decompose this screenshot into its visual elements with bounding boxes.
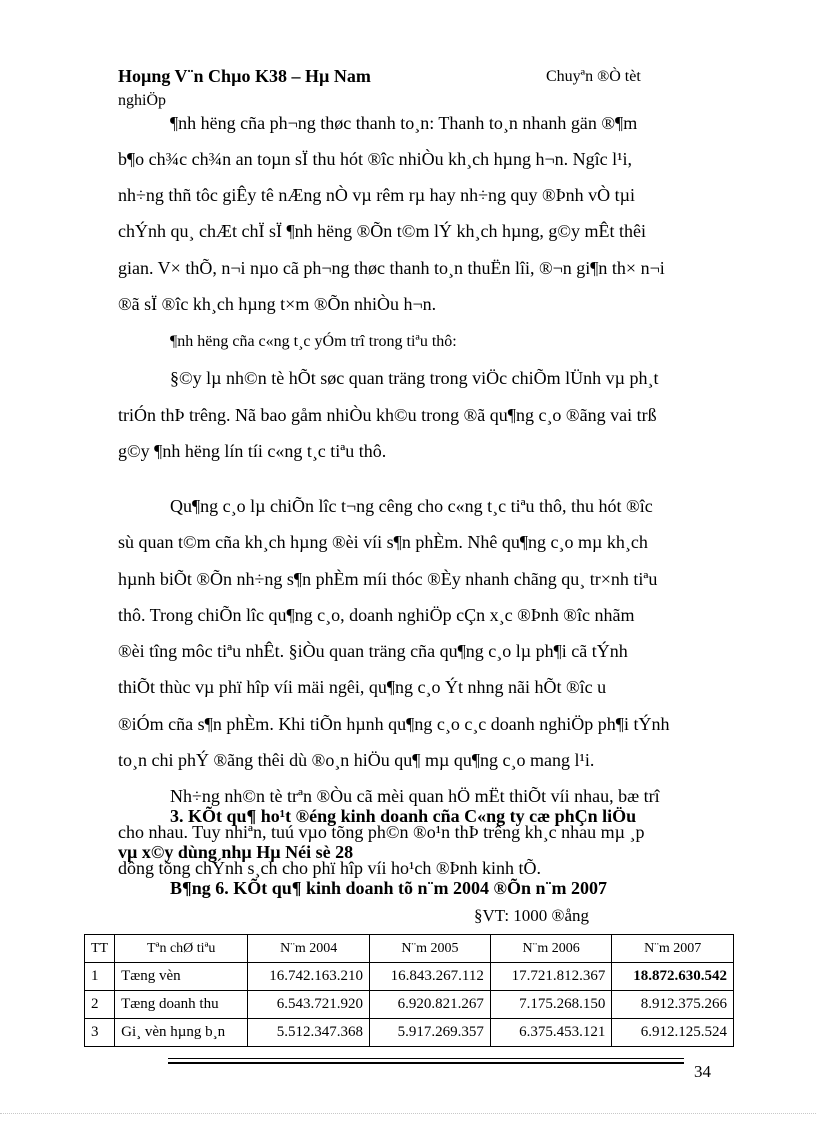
cell-value: 18.872.630.542 — [612, 963, 734, 991]
cell-value: 7.175.268.150 — [490, 991, 612, 1019]
page-number: 34 — [694, 1062, 711, 1081]
cell-value: 16.843.267.112 — [369, 963, 490, 991]
cell-indicator: Gi¸ vèn hµng b¸n — [115, 1019, 248, 1047]
body-line: g©y ¶nh hëng lín tíi c«ng t¸c tiªu thô. — [118, 441, 387, 461]
header-2005: N¨m 2005 — [369, 935, 490, 963]
header-2004: N¨m 2004 — [248, 935, 370, 963]
table-row — [85, 991, 734, 1019]
header-left: Hoµng V¨n Chµo K38 – Hµ Nam — [118, 66, 371, 86]
body-line: b¶o ch¾c ch¾n an toµn sÏ thu hót ®îc nhiÒu kh¸ch hµng h¬n. Ngîc l¹i, — [118, 149, 633, 169]
cell-indicator: Tæng vèn — [115, 963, 248, 991]
cell-value: 6.912.125.524 — [612, 1019, 734, 1047]
page-bottom-divider — [0, 1113, 816, 1114]
body-line: cho nhau. Tuy nhiªn, tuú vµo tõng ph©n ®o¹n thÞ trêng kh¸c nhau mµ ¸p — [118, 822, 645, 842]
cell-tt: 1 — [85, 963, 115, 991]
cell-tt: 3 — [85, 1019, 115, 1047]
unit-label: §VT: 1000 ®ång — [474, 906, 589, 925]
footer-rule — [168, 1058, 684, 1059]
body-line: sù quan t©m cña kh¸ch hµng ®èi víi s¶n phÈm. Nhê qu¶ng c¸o mµ kh¸ch — [118, 532, 648, 552]
header-right: Chuyªn ®Ò tèt — [546, 68, 641, 85]
header-right-continuation: nghiÖp — [118, 92, 166, 109]
table-row — [85, 1019, 734, 1047]
cell-value: 6.375.453.121 — [490, 1019, 612, 1047]
body-line: thiÕt thùc vµ phï hîp víi mäi ngêi, qu¶ng c¸o Ýt nhng nãi hÕt ®îc u — [118, 677, 607, 697]
section-heading: ¶nh hëng cña c«ng t¸c yÓm trî trong tiªu thô: — [170, 333, 457, 350]
table-header-row — [85, 935, 734, 963]
body-line: §©y lµ nh©n tè hÕt søc quan träng trong viÖc chiÕm lÜnh vµ ph¸t — [170, 368, 659, 388]
body-line: ®iÓm cña s¶n phÈm. Khi tiÕn hµnh qu¶ng c¸o c¸c doanh nghiÖp ph¶i tÝnh — [118, 714, 670, 734]
body-line: ¶nh hëng cña ph¬ng thøc thanh to¸n: Thanh to¸n nhanh gän ®¶m — [170, 113, 638, 133]
body-line: chÝnh qu¸ chÆt chÏ sÏ ¶nh hëng ®Õn t©m lÝ kh¸ch hµng, g©y mÊt thêi — [118, 221, 646, 241]
cell-value: 16.742.163.210 — [248, 963, 370, 991]
results-table — [84, 934, 734, 1047]
header-2007: N¨m 2007 — [612, 935, 734, 963]
table-row — [85, 963, 734, 991]
cell-value: 5.917.269.357 — [369, 1019, 490, 1047]
section-title: 3. KÕt qu¶ ho¹t ®éng kinh doanh cña C«ng ty cæ phÇn liÖu — [170, 806, 637, 826]
body-line: triÓn thÞ trêng. Nã bao gåm nhiÒu kh©u trong ®ã qu¶ng c¸o ®ãng vai trß — [118, 405, 657, 425]
body-line: thô. Trong chiÕn lîc qu¶ng c¸o, doanh nghiÖp cÇn x¸c ®Þnh ®îc nhãm — [118, 605, 635, 625]
header-indicator: Tªn chØ tiªu — [115, 935, 248, 963]
body-line: gian. V× thÕ, n¬i nµo cã ph¬ng thøc thanh to¸n thuËn lîi, ®¬n gi¶n th× n¬i — [118, 258, 665, 278]
cell-value: 8.912.375.266 — [612, 991, 734, 1019]
cell-value: 6.920.821.267 — [369, 991, 490, 1019]
body-line: ®ã sÏ ®îc kh¸ch hµng t×m ®Õn nhiÒu h¬n. — [118, 294, 437, 314]
body-line: Qu¶ng c¸o lµ chiÕn lîc t¬ng cêng cho c«ng t¸c tiªu thô, thu hót ®îc — [170, 496, 653, 516]
body-line: ®èi tîng môc tiªu nhÊt. §iÒu quan träng cña qu¶ng c¸o lµ ph¶i cã tÝnh — [118, 641, 628, 661]
table-caption: B¶ng 6. KÕt qu¶ kinh doanh tõ n¨m 2004 ®Õn n¨m 2007 — [170, 878, 607, 898]
body-line: hµnh biÕt ®Õn nh÷ng s¶n phÈm míi thóc ®Èy nhanh chãng qu¸ tr×nh tiªu — [118, 569, 658, 589]
header-2006: N¨m 2006 — [490, 935, 612, 963]
cell-value: 5.512.347.368 — [248, 1019, 370, 1047]
body-line: to¸n chi phÝ ®ãng thêi dù ®o¸n hiÖu qu¶ mµ qu¶ng c¸o mang l¹i. — [118, 750, 595, 770]
header-tt: TT — [85, 935, 115, 963]
footer-rule-thick — [168, 1062, 684, 1064]
body-line: dông tõng chÝnh s¸ch cho phï hîp víi ho¹ch ®Þnh kinh tÕ. — [118, 858, 542, 878]
cell-value: 6.543.721.920 — [248, 991, 370, 1019]
cell-tt: 2 — [85, 991, 115, 1019]
cell-indicator: Tæng doanh thu — [115, 991, 248, 1019]
body-line: Nh÷ng nh©n tè trªn ®Òu cã mèi quan hÖ mËt thiÕt víi nhau, bæ trî — [170, 786, 660, 806]
cell-value: 17.721.812.367 — [490, 963, 612, 991]
body-line: nh÷ng thñ tôc giÊy tê nÆng nÒ vµ rêm rµ hay nh÷ng quy ®Þnh vÒ tµi — [118, 185, 636, 205]
section-title-cont: vµ x©y dùng nhµ Hµ Néi sè 28 — [118, 842, 354, 862]
